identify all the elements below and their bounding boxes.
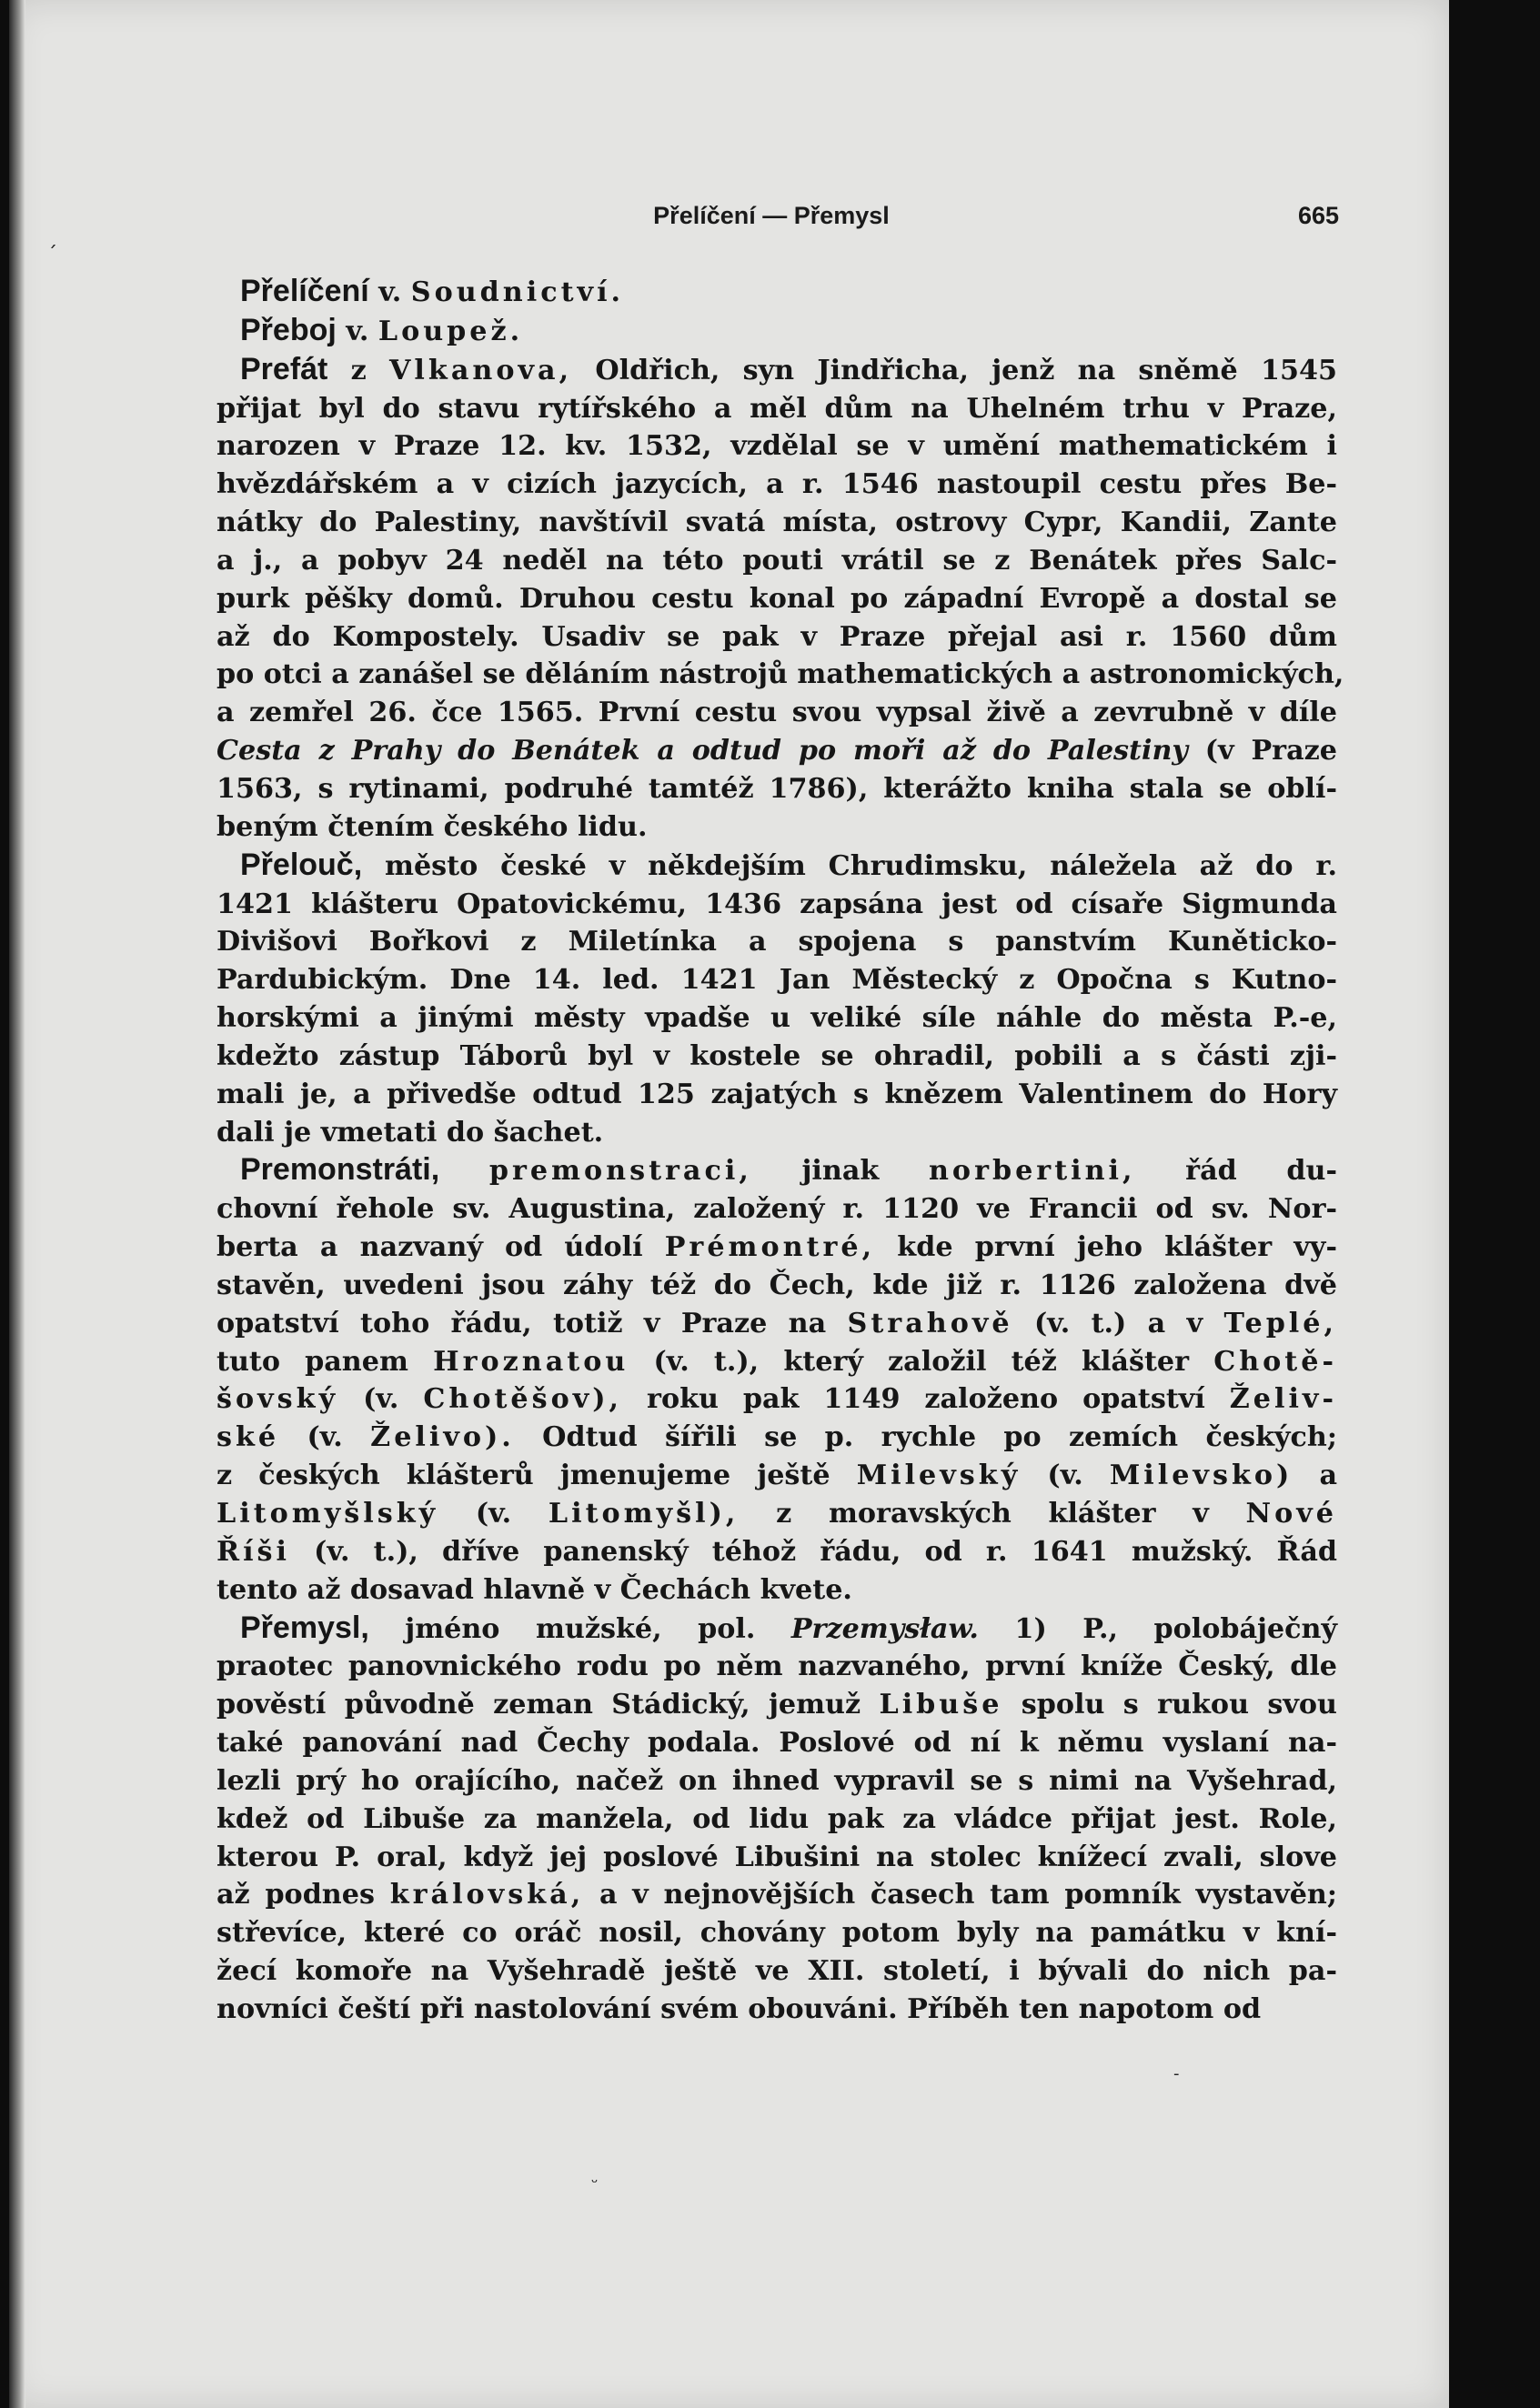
text-run: horskými a jinými městy vpadše u veliké síle náhle do města P.-e, bbox=[216, 1002, 1337, 1035]
text-run: Pardubickým. Dne 14. led. 1421 Jan Městecký z Opočna s Kutno- bbox=[216, 964, 1337, 997]
text-run: šovský bbox=[216, 1383, 339, 1416]
entry-headword: Přelíčení bbox=[240, 274, 369, 308]
page-binding-shadow bbox=[9, 0, 25, 2408]
text-line bbox=[216, 312, 1337, 351]
text-run: Prémontré, bbox=[664, 1231, 876, 1264]
text-run: Chotěšov), bbox=[423, 1383, 623, 1416]
text-line bbox=[216, 1457, 1337, 1495]
text-line bbox=[216, 1495, 1337, 1533]
text-run: Želiv- bbox=[1229, 1383, 1337, 1416]
text-run: z českých klášterů jmenujeme ještě bbox=[216, 1460, 857, 1492]
margin-mark: - bbox=[1173, 2064, 1180, 2083]
text-run: tuto panem bbox=[216, 1345, 434, 1378]
text-run: Odtud šířili se p. rychle po zemích českých; bbox=[514, 1421, 1337, 1454]
text-run: tento až dosavad hlavně v Čechách kvete. bbox=[216, 1573, 852, 1606]
text-line bbox=[216, 808, 1337, 847]
text-run: 1563, s rytinami, podruhé tamtéž 1786), kterážto kniha stala se oblí- bbox=[216, 772, 1337, 805]
text-line bbox=[216, 1419, 1337, 1457]
text-run: z bbox=[327, 354, 390, 386]
text-run: 1421 klášteru Opatovickému, 1436 zapsána jest od císaře Sigmunda bbox=[216, 888, 1337, 920]
text-run: kdež od Libuše za manžela, od lidu pak za vládce přijat jest. Role, bbox=[216, 1802, 1337, 1835]
text-line bbox=[216, 1801, 1337, 1839]
book-page bbox=[9, 0, 1449, 2408]
text-line bbox=[216, 1952, 1337, 1991]
text-line bbox=[216, 886, 1337, 924]
text-run: řád du- bbox=[1135, 1155, 1337, 1188]
text-line bbox=[216, 694, 1337, 732]
text-line bbox=[216, 1380, 1337, 1419]
text-run: berta a nazvaný od údolí bbox=[216, 1231, 665, 1264]
text-run: jméno mužské, pol. bbox=[368, 1612, 791, 1645]
margin-mark: ᵕ bbox=[591, 2173, 599, 2192]
text-run: po otci a zanášel se děláním nástrojů mathematických a astronomických, bbox=[216, 658, 1344, 691]
italic-title: Cesta z Prahy do Benátek a odtud po moři až do Palestiny bbox=[216, 735, 1188, 768]
text-line bbox=[216, 1610, 1337, 1649]
text-run: žecí komoře na Vyšehradě ještě ve XII. století, i bývali do nich pa- bbox=[216, 1955, 1337, 1988]
text-line bbox=[216, 1343, 1337, 1381]
text-run: nátky do Palestiny, navštívil svatá místa, ostrovy Cypr, Kandii, Zante bbox=[216, 507, 1337, 539]
text-run: Loupež. bbox=[377, 315, 524, 347]
text-line bbox=[216, 1151, 1337, 1190]
text-line bbox=[216, 923, 1337, 961]
text-run: střevíce, které co oráč nosil, chovány potom byly na památku v kní- bbox=[216, 1917, 1337, 1950]
text-run: novníci čeští při nastolování svém obouváni. Příběh ten napotom od bbox=[216, 1992, 1262, 2025]
text-run: Soudnictví. bbox=[410, 276, 625, 308]
text-run: praotec panovnického rodu po něm nazvaného, první kníže Český, dle bbox=[216, 1650, 1337, 1683]
text-line bbox=[216, 999, 1337, 1038]
text-line bbox=[216, 504, 1337, 542]
text-line bbox=[216, 1267, 1337, 1305]
text-line bbox=[216, 1876, 1337, 1914]
entry-headword: Přemysl, bbox=[240, 1610, 369, 1645]
text-run: (v. bbox=[338, 1383, 424, 1416]
text-line bbox=[216, 466, 1337, 504]
text-run: Milevský bbox=[856, 1460, 1022, 1492]
running-header bbox=[191, 202, 1352, 238]
text-run: z moravských klášter v bbox=[739, 1498, 1246, 1530]
text-line bbox=[216, 1839, 1337, 1877]
text-line bbox=[216, 580, 1337, 618]
text-line bbox=[216, 542, 1337, 580]
text-run: Říši bbox=[216, 1535, 291, 1568]
text-run: královská, bbox=[389, 1879, 585, 1911]
text-line bbox=[216, 1991, 1337, 2029]
text-line bbox=[216, 1762, 1337, 1801]
text-run: Chotě- bbox=[1213, 1345, 1337, 1378]
text-run: beným čtením českého lidu. bbox=[216, 810, 648, 843]
text-run: Litomyšl), bbox=[548, 1498, 740, 1530]
text-run: premonstraci, bbox=[488, 1155, 752, 1188]
text-run: a bbox=[1293, 1460, 1338, 1492]
text-run: Vlkanova, bbox=[389, 354, 573, 386]
text-run: pověstí původně zeman Stádický, jemuž bbox=[216, 1689, 880, 1721]
text-run: ské bbox=[216, 1421, 280, 1454]
text-run: chovní řehole sv. Augustina, založený r. 1120 ve Francii od sv. Nor- bbox=[216, 1193, 1337, 1226]
text-line bbox=[216, 273, 1337, 312]
text-line bbox=[216, 1686, 1337, 1724]
page-number: 665 bbox=[1297, 202, 1339, 229]
text-line bbox=[216, 1305, 1337, 1343]
text-line bbox=[216, 390, 1337, 428]
text-run: Strahově bbox=[847, 1307, 1013, 1339]
text-run: Libuše bbox=[879, 1689, 1003, 1721]
text-run: přijat byl do stavu rytířského a měl dům na Uhelném trhu v Praze, bbox=[216, 392, 1337, 425]
text-line bbox=[216, 427, 1337, 466]
text-run: v. bbox=[368, 276, 411, 308]
text-line bbox=[216, 961, 1337, 999]
text-run: Teplé, bbox=[1223, 1307, 1337, 1339]
text-run: Želivo). bbox=[370, 1421, 515, 1454]
text-run: a j., a pobyv 24 neděl na této pouti vrátil se z Benátek přes Salc- bbox=[216, 544, 1337, 577]
text-run: Hroznatou bbox=[433, 1345, 629, 1378]
text-run: lezli prý ho orajícího, načež on ihned vypravil se s nimi na Vyšehrad, bbox=[216, 1764, 1337, 1797]
italic-title: Przemysław. bbox=[790, 1612, 979, 1645]
text-line bbox=[216, 770, 1337, 808]
encyclopedia-body-text bbox=[216, 273, 1344, 2029]
text-line bbox=[216, 1571, 1337, 1610]
text-run: město české v někdejším Chrudimsku, náležela až do r. bbox=[362, 849, 1337, 882]
text-run: Litomyšlský bbox=[216, 1498, 439, 1530]
text-run: (v. t.), který založil též klášter bbox=[629, 1345, 1214, 1378]
text-run: opatství toho řádu, totiž v Praze na bbox=[216, 1307, 848, 1339]
text-run: spolu s rukou svou bbox=[1002, 1689, 1337, 1721]
entry-headword: Přelouč, bbox=[240, 847, 363, 882]
text-run: roku pak 1149 založeno opatství bbox=[622, 1383, 1230, 1416]
text-line bbox=[216, 1724, 1337, 1762]
text-line bbox=[216, 1038, 1337, 1076]
text-run: také panování nad Čechy podala. Poslové od ní k němu vyslaní na- bbox=[216, 1727, 1337, 1760]
text-line bbox=[216, 351, 1337, 390]
text-run bbox=[439, 1155, 489, 1187]
text-run: dali je vmetati do šachet. bbox=[216, 1116, 604, 1149]
text-run: (v. bbox=[1021, 1460, 1110, 1492]
text-run: Divišovi Bořkovi z Miletínka a spojena s panstvím Kuněticko- bbox=[216, 926, 1337, 958]
text-line bbox=[216, 1229, 1337, 1267]
entry-headword: Přebo bbox=[240, 312, 328, 347]
text-run: stavěn, uvedeni jsou záhy též do Čech, kde již r. 1126 založena dvě bbox=[216, 1269, 1337, 1301]
text-run: mali je, a přivedše odtud 125 zajatých s knězem Valentinem do Hory bbox=[216, 1078, 1337, 1110]
text-run: (v. t.), dříve panenský téhož řádu, od r. 1641 mužský. Řád bbox=[290, 1535, 1337, 1568]
text-run: v. bbox=[336, 315, 378, 347]
text-line bbox=[216, 1533, 1337, 1571]
text-run: narozen v Praze 12. kv. 1532, vzdělal se v umění mathematickém i bbox=[216, 430, 1337, 463]
entry-headword: Premonstráti, bbox=[240, 1152, 440, 1188]
text-run: norbertini, bbox=[928, 1155, 1136, 1188]
text-run: (v. bbox=[438, 1498, 549, 1530]
text-run: Milevsko) bbox=[1109, 1460, 1293, 1492]
text-line bbox=[216, 1914, 1337, 1952]
text-run: (v. t.) a v bbox=[1012, 1307, 1224, 1339]
text-run: kterou P. oral, když jej poslové Libušini na stolec knížecí zvali, slove bbox=[216, 1841, 1337, 1873]
text-run: purk pěšky domů. Druhou cestu konal po západní Evropě a dostal se bbox=[216, 582, 1337, 615]
text-line bbox=[216, 847, 1337, 886]
text-line bbox=[216, 732, 1337, 770]
entry-headword: j bbox=[327, 312, 337, 347]
text-run: a v nejnovějších časech tam pomník vystavěn; bbox=[584, 1879, 1337, 1911]
text-run: kde první jeho klášter vy- bbox=[875, 1231, 1337, 1264]
text-run: Nové bbox=[1245, 1498, 1337, 1530]
text-run: kdežto zástup Táborů byl v kostele se ohradil, pobili a s části zji- bbox=[216, 1039, 1337, 1072]
text-line bbox=[216, 618, 1337, 657]
text-line bbox=[216, 1190, 1337, 1229]
text-run: (v Praze bbox=[1187, 735, 1337, 768]
text-run: (v. bbox=[279, 1421, 371, 1454]
text-run: jinak bbox=[751, 1155, 929, 1188]
margin-mark: ˊ bbox=[47, 244, 57, 266]
text-run: 1) P., polobáječný bbox=[978, 1612, 1337, 1645]
text-line bbox=[216, 656, 1344, 694]
text-run: až do Kompostely. Usadiv se pak v Praze přejal asi r. 1560 dům bbox=[216, 620, 1337, 653]
text-run: Oldřich, syn Jindřicha, jenž na sněmě 1545 bbox=[572, 354, 1337, 386]
text-line bbox=[216, 1114, 1337, 1152]
text-run: a zemřel 26. čce 1565. První cestu svou vypsal živě a zevrubně v díle bbox=[216, 697, 1337, 729]
text-line bbox=[216, 1076, 1337, 1114]
text-run: až podnes bbox=[216, 1879, 390, 1911]
text-line bbox=[216, 1648, 1337, 1686]
text-run: hvězdářském a v cizích jazycích, a r. 1546 nastoupil cestu přes Be- bbox=[216, 468, 1337, 501]
entry-headword: Prefát bbox=[240, 351, 328, 386]
running-title: Přelíčení — Přemysl bbox=[653, 202, 890, 229]
